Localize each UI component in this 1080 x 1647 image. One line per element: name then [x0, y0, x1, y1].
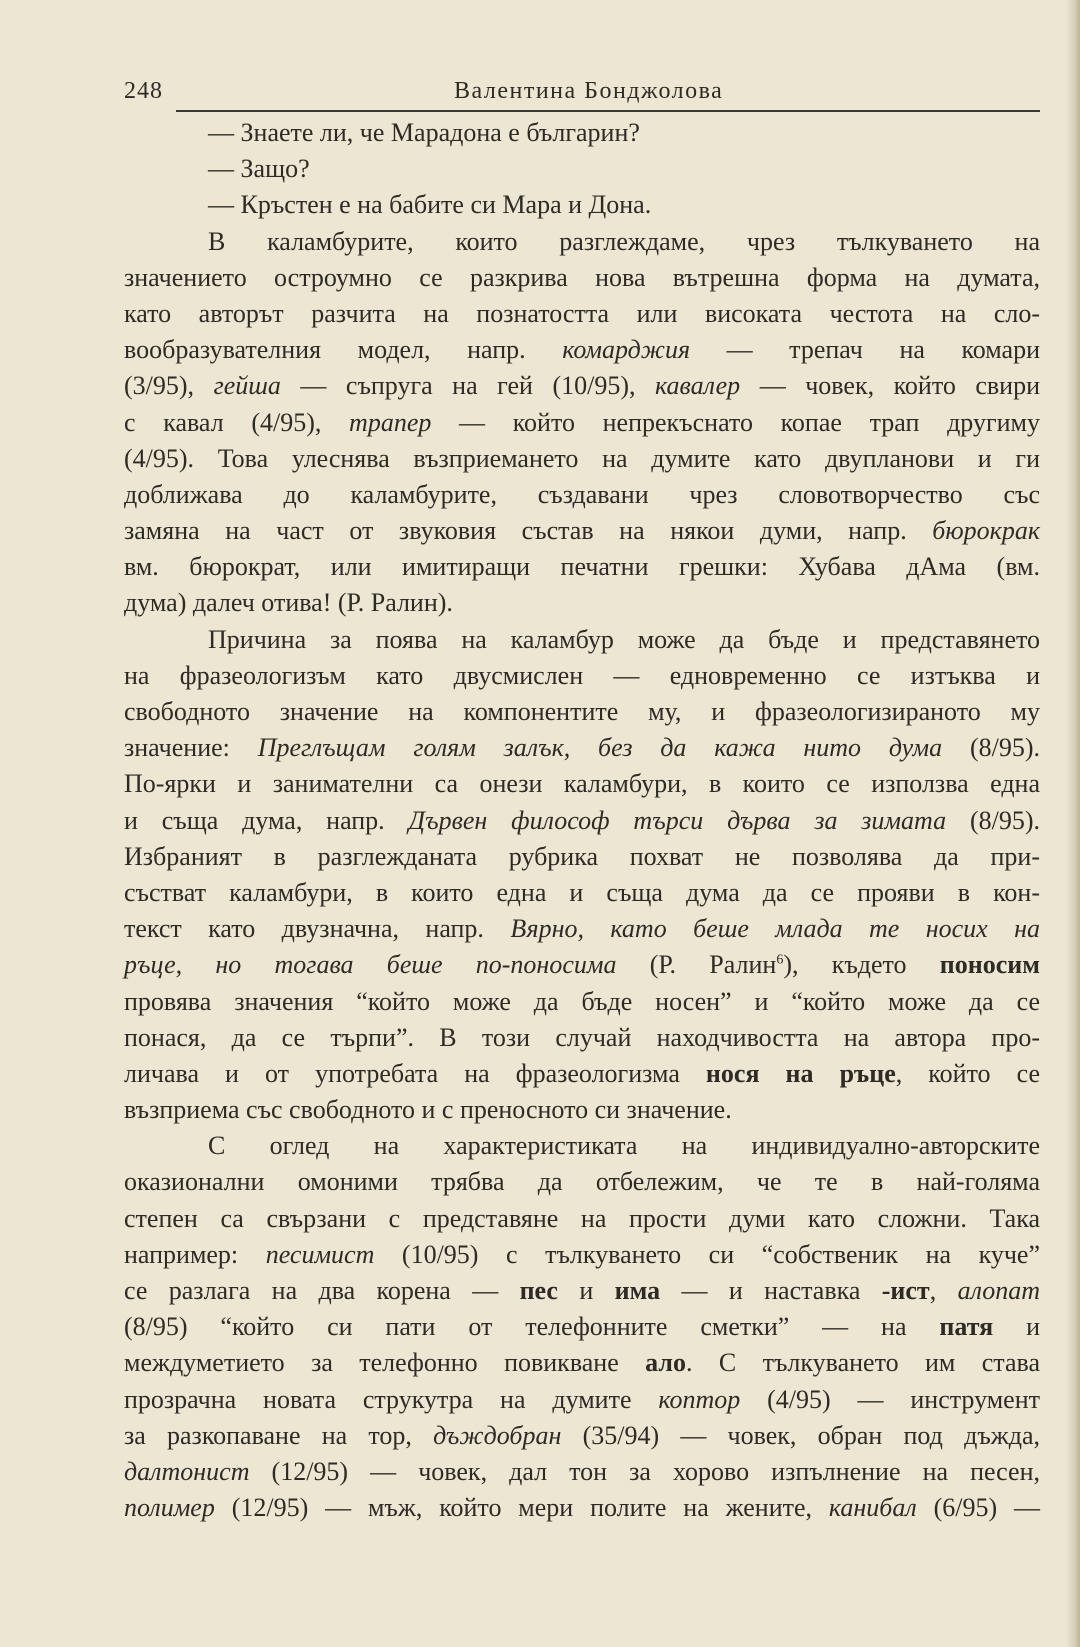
- text-line: провява значения “който може да бъде носен” и “който може да се: [124, 986, 1040, 1016]
- text-line: например: песимист (10/95) с тълкуването си “собственик на куче”: [124, 1239, 1040, 1269]
- text-line: (3/95), гейша — съпруга на гей (10/95), кавалер — човек, който свири: [124, 371, 1041, 401]
- text-line: (8/95) “който си пати от телефонните сметки” — на патя и: [124, 1312, 1040, 1342]
- text-line: вм. бюрократ, или имитиращи печатни грешки: Хубава дАма (вм.: [124, 552, 1040, 582]
- text-line: и съща дума, напр. Дървен философ търси дърва за зимата (8/95).: [124, 805, 1040, 835]
- key-word: ало: [645, 1348, 686, 1378]
- dialogue-line: — Знаете ли, че Марадона е българин?: [208, 118, 640, 147]
- example-word: кавалер: [655, 371, 741, 401]
- text-line: текст като двузначна, напр. Вярно, като беше млада те носих на: [124, 914, 1040, 944]
- example-word: песимист: [265, 1239, 375, 1269]
- example-phrase: Вярно, като беше млада те носих на: [510, 914, 1040, 944]
- text-line: доближава до каламбурите, създавани чрез словотворчество със: [124, 479, 1040, 509]
- text-line: ръце, но тогава беше по-поносима (Р. Ралин$^6$), където поносим: [124, 950, 1040, 980]
- key-phrase: нося на ръце: [705, 1058, 896, 1088]
- text-line: прозрачна новата струкутра на думите коптор (4/95) — инструмент: [124, 1384, 1040, 1414]
- text-line: вообразувателния модел, напр. комарджия — трепач на комари: [124, 335, 1040, 365]
- page-number: 248: [124, 78, 163, 104]
- text-line: По-ярки и занимателни са онези каламбури, в които се използва една: [124, 769, 1040, 799]
- example-phrase: Дървен философ търси дърва за зимата: [408, 805, 947, 835]
- header-rule: [176, 110, 1040, 112]
- dialogue-line: — Защо?: [208, 154, 310, 184]
- example-word: алопат: [957, 1276, 1041, 1305]
- text-line: далтонист (12/95) — човек, дал тон за хорово изпълнение на песен,: [124, 1456, 1040, 1486]
- text-line: се разлага на два корена — пес и има — и наставка -ист, алопат: [124, 1276, 1041, 1305]
- text-line: замяна на част от звуковия състав на някои думи, напр. бюрокрак: [124, 516, 1040, 546]
- text-line: на фразеологизъм като двусмислен — едновременно се изтъква и: [124, 660, 1040, 690]
- example-word: бюрокрак: [932, 516, 1040, 546]
- dialogue-line: — Кръстен е на бабите си Мара и Дона.: [208, 190, 652, 220]
- text-line: с кавал (4/95), трапер — който непрекъснато копае трап другиму: [124, 407, 1040, 437]
- text-line: степен са свързани с представяне на прости думи като сложни. Така: [124, 1203, 1040, 1233]
- example-word: коптор: [658, 1384, 741, 1414]
- text-line: С оглед на характеристиката на индивидуално-авторските: [208, 1131, 1040, 1161]
- key-word: има: [614, 1276, 661, 1305]
- text-line: като авторът разчита на познатостта или високата честота на сло-: [124, 298, 1040, 328]
- page-header: [124, 78, 1040, 110]
- key-word: пес: [519, 1276, 558, 1305]
- text-line: (4/95). Това улеснява възприемането на думите като двупланови и ги: [124, 443, 1040, 473]
- example-phrase: Преглъщам голям залък, без да кажа нито дума: [257, 733, 943, 763]
- example-phrase: ръце, но тогава беше по-поносима: [124, 950, 617, 980]
- example-word: дъждобран: [433, 1420, 562, 1450]
- key-word: патя: [939, 1312, 994, 1342]
- text-line: полимер (12/95) — мъж, който мери полите на жените, канибал (6/95) —: [124, 1493, 1040, 1523]
- text-line: личава и от употребата на фразеологизма нося на ръце, който се: [124, 1058, 1040, 1088]
- key-word: поносим: [939, 950, 1040, 980]
- example-word: гейша: [213, 371, 281, 401]
- text-line: междуметието за телефонно повикване ало. С тълкуването им става: [124, 1348, 1041, 1378]
- text-line: В каламбурите, които разглеждаме, чрез тълкуването на: [208, 226, 1040, 256]
- page-edge: [1066, 0, 1080, 1647]
- example-word: полимер: [124, 1493, 215, 1523]
- text-line: дума) далеч отива! (Р. Ралин).: [124, 588, 453, 618]
- example-word: трапер: [349, 407, 432, 437]
- text-line: свободното значение на компонентите му, и фразеологизираното му: [124, 697, 1040, 726]
- text-line: оказионални омоними трябва да отбележим, че те в най-голяма: [124, 1167, 1040, 1197]
- text-line: Избраният в разглежданата рубрика похват не позволява да при-: [124, 841, 1040, 871]
- example-word: далтонист: [124, 1456, 250, 1486]
- text-line: понася, да се търпи”. В този случай находчивостта на автора про-: [124, 1022, 1040, 1052]
- text-line: възприема със свободното и с преносното си значение.: [124, 1095, 732, 1125]
- footnote-ref: 6: [776, 952, 784, 968]
- body-text: [124, 115, 1040, 1526]
- running-head: Валентина Бонджолова: [454, 78, 724, 104]
- example-word: канибал: [828, 1493, 917, 1523]
- text-line: Причина за поява на каламбур може да бъде и представянето: [208, 624, 1040, 654]
- text-line: значението остроумно се разкрива нова вътрешна форма на думата,: [124, 262, 1040, 292]
- text-line: състват каламбури, в които една и съща дума да се прояви в кон-: [124, 877, 1040, 907]
- text-line: за разкопаване на тор, дъждобран (35/94) — човек, обран под дъжда,: [124, 1420, 1040, 1450]
- text-line: значение: Преглъщам голям залък, без да кажа нито дума (8/95).: [124, 733, 1040, 763]
- example-word: комарджия: [562, 335, 691, 365]
- key-word: -ист: [881, 1276, 930, 1305]
